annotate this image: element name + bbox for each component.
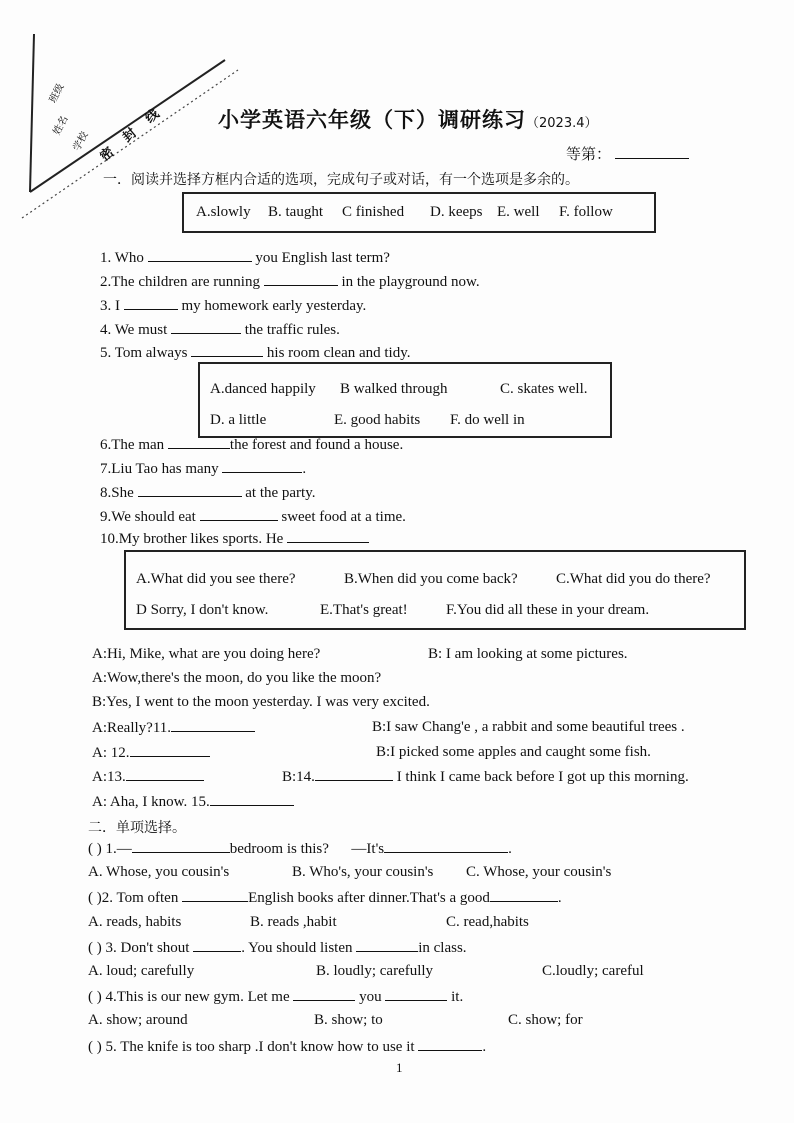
mc-question-1: ( ) 1.— bedroom is this? —It's . bbox=[88, 841, 512, 857]
binding-school-label: 学校 bbox=[71, 130, 91, 154]
box2-option: D. a little bbox=[210, 412, 267, 428]
grade-field bbox=[566, 143, 689, 164]
question-4: 4. We must the traffic rules. bbox=[100, 322, 340, 338]
box3-option: D Sorry, I don't know. bbox=[136, 602, 269, 618]
dialogue-line: B:Yes, I went to the moon yesterday. I was very excited. bbox=[92, 694, 430, 710]
title-date: （2023.4） bbox=[526, 116, 598, 131]
box3-option: B.When did you come back? bbox=[344, 571, 518, 587]
dialogue-line-11: A:Really?11. bbox=[92, 719, 255, 737]
box2-option: A.danced happily bbox=[210, 381, 316, 397]
mc-option[interactable]: B. show; to bbox=[314, 1012, 383, 1028]
question-10: 10.My brother likes sports. He bbox=[100, 530, 369, 548]
mc-option[interactable]: A. loud; carefully bbox=[88, 963, 195, 979]
answer-blank[interactable] bbox=[126, 768, 204, 781]
question-5: 5. Tom always his room clean and tidy. bbox=[100, 345, 411, 361]
section-1-heading: 一．阅读并选择方框内合适的选项，完成句子或对话，有一个选项是多余的。 bbox=[103, 172, 579, 188]
box3-option: A.What did you see there? bbox=[136, 571, 296, 587]
grade-blank[interactable] bbox=[615, 146, 689, 159]
mc-option[interactable]: B. Who's, your cousin's bbox=[292, 864, 434, 880]
binding-name-label: 姓名 bbox=[51, 114, 71, 138]
mc-option[interactable]: C. Whose, your cousin's bbox=[466, 864, 612, 880]
box3-option: C.What did you do there? bbox=[556, 571, 711, 587]
mc-question-2: ( )2. Tom often English books after dinner.That's a good . bbox=[88, 890, 562, 906]
dialogue-line-15: A: Aha, I know. 15. bbox=[92, 793, 294, 811]
section-2-heading: 二．单项选择。 bbox=[88, 820, 186, 836]
answer-blank[interactable] bbox=[356, 939, 418, 952]
question-7: 7.Liu Tao has many . bbox=[100, 461, 307, 477]
binding-seal-line-text: 密 封 线 bbox=[97, 102, 168, 165]
answer-blank[interactable] bbox=[193, 939, 241, 952]
option-box-2 bbox=[198, 362, 612, 438]
box1-option: C finished bbox=[342, 204, 405, 220]
answer-blank[interactable] bbox=[191, 344, 263, 357]
box3-option: F.You did all these in your dream. bbox=[446, 602, 650, 618]
box3-option: E.That's great! bbox=[320, 602, 408, 618]
mc-option[interactable]: C. read,habits bbox=[446, 914, 529, 930]
question-1: 1. Who you English last term? bbox=[100, 250, 390, 266]
dialogue-line-12: A: 12. bbox=[92, 744, 210, 762]
answer-blank[interactable] bbox=[264, 273, 338, 286]
question-8: 8.She at the party. bbox=[100, 485, 316, 501]
mc-question-3: ( ) 3. Don't shout . You should listen in class. bbox=[88, 940, 467, 956]
question-3: 3. I my homework early yesterday. bbox=[100, 298, 367, 314]
mc-option[interactable]: A. Whose, you cousin's bbox=[88, 864, 230, 880]
binding-class-label: 班级 bbox=[47, 82, 67, 106]
box2-option: E. good habits bbox=[334, 412, 421, 428]
dialogue-line: B:I saw Chang'e , a rabbit and some beautiful trees . bbox=[372, 719, 685, 735]
answer-blank[interactable] bbox=[130, 744, 210, 757]
answer-blank[interactable] bbox=[171, 719, 255, 732]
dialogue-line-13: A:13. bbox=[92, 768, 204, 786]
mc-option[interactable]: B. loudly; carefully bbox=[316, 963, 434, 979]
question-2: 2.The children are running in the playground now. bbox=[100, 274, 480, 290]
answer-blank[interactable] bbox=[222, 460, 302, 473]
dialogue-line: A:Wow,there's the moon, do you like the moon? bbox=[92, 670, 382, 686]
box1-option: B. taught bbox=[268, 204, 323, 220]
box2-option: C. skates well. bbox=[500, 381, 588, 397]
box2-option: B walked through bbox=[340, 381, 448, 397]
box1-option: D. keeps bbox=[430, 204, 483, 220]
question-9: 9.We should eat sweet food at a time. bbox=[100, 509, 406, 525]
option-box-3 bbox=[124, 550, 746, 630]
answer-blank[interactable] bbox=[287, 530, 369, 543]
answer-blank[interactable] bbox=[315, 768, 393, 781]
box1-option: F. follow bbox=[559, 204, 613, 220]
answer-blank[interactable] bbox=[171, 321, 241, 334]
answer-blank[interactable] bbox=[384, 840, 508, 853]
grade-label: 等第： bbox=[566, 145, 612, 163]
answer-blank[interactable] bbox=[182, 889, 248, 902]
question-6: 6.The man the forest and found a house. bbox=[100, 437, 404, 453]
answer-blank[interactable] bbox=[132, 840, 230, 853]
box1-option: A.slowly bbox=[196, 204, 251, 220]
box1-option: E. well bbox=[497, 204, 540, 220]
answer-blank[interactable] bbox=[293, 988, 355, 1001]
mc-option[interactable]: B. reads ,habit bbox=[250, 914, 337, 930]
box2-option: F. do well in bbox=[450, 412, 525, 428]
mc-option[interactable]: C. show; for bbox=[508, 1012, 583, 1028]
mc-option[interactable]: A. reads, habits bbox=[88, 914, 182, 930]
answer-blank[interactable] bbox=[385, 988, 447, 1001]
answer-blank[interactable] bbox=[124, 297, 178, 310]
answer-blank[interactable] bbox=[168, 436, 230, 449]
dialogue-line: B: I am looking at some pictures. bbox=[428, 646, 628, 662]
answer-blank[interactable] bbox=[210, 793, 294, 806]
mc-option[interactable]: C.loudly; careful bbox=[542, 963, 644, 979]
answer-blank[interactable] bbox=[138, 484, 242, 497]
title-text: 小学英语六年级（下）调研练习 bbox=[218, 108, 526, 132]
page-title bbox=[218, 104, 598, 134]
mc-question-5: ( ) 5. The knife is too sharp .I don't know how to use it . bbox=[88, 1039, 487, 1055]
dialogue-line: B:I picked some apples and caught some fish. bbox=[376, 744, 651, 760]
dialogue-line-14: B:14. I think I came back before I got up this morning. bbox=[282, 769, 689, 785]
page-number: 1 bbox=[396, 1060, 403, 1075]
answer-blank[interactable] bbox=[418, 1038, 482, 1051]
mc-question-4: ( ) 4.This is our new gym. Let me you it. bbox=[88, 989, 464, 1005]
answer-blank[interactable] bbox=[490, 889, 558, 902]
option-box-1 bbox=[182, 192, 656, 233]
answer-blank[interactable] bbox=[148, 249, 252, 262]
answer-blank[interactable] bbox=[200, 508, 278, 521]
mc-option[interactable]: A. show; around bbox=[88, 1012, 188, 1028]
dialogue-line: A:Hi, Mike, what are you doing here? bbox=[92, 646, 321, 662]
